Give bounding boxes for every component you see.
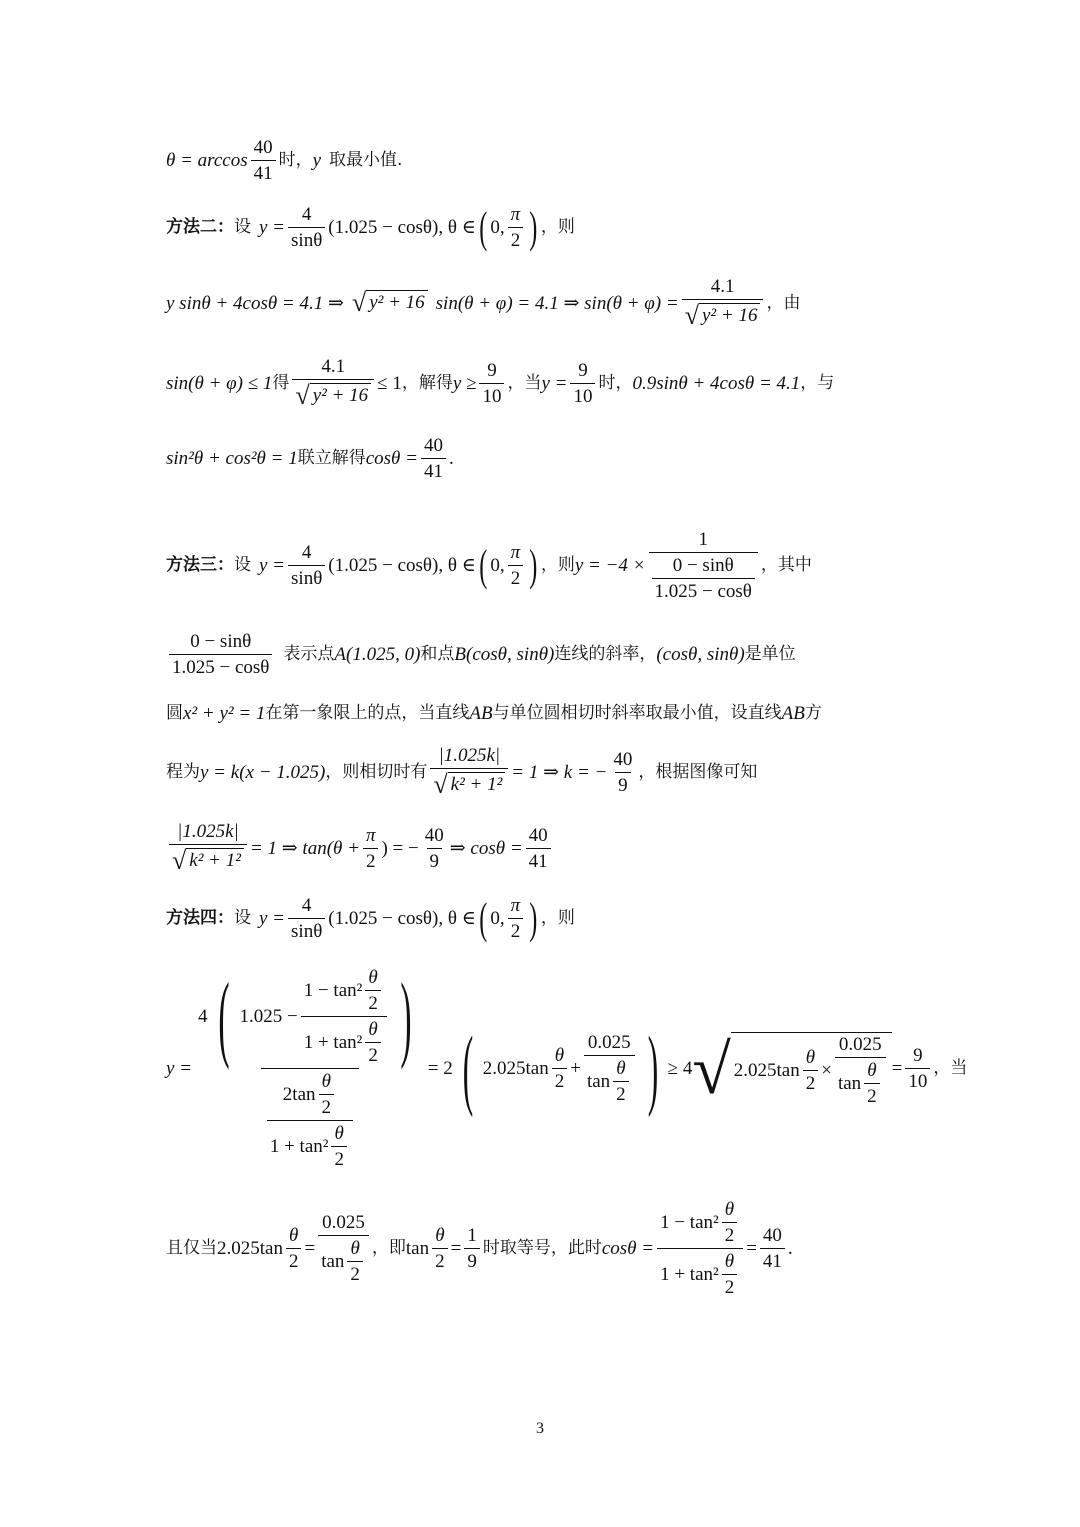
page-number: 3 [536, 1420, 544, 1437]
method4-header: 方法四： 设 y = $\frac{4}{\sin\theta}$ (1.025 − cosθ), θ ∈ ( 0, $\frac{\pi}{2}$ ) ，则 [166, 893, 575, 943]
method4-equality: 且仅当 2.025tan $\frac{\theta}{2}$ = 0.025 tan $\frac{\theta}{2}$ ，即 tan $\frac{\theta}{2}$ = $\frac{1}{9}$ 时取等号，此时 cosθ = 1 − tan² $\frac{\theta}{2}$ 1 + tan² $\frac{\theta}{2}$ = $\frac{40}{41}$ . [166, 1199, 793, 1298]
method2-line3: sin(θ + φ) ≤ 1 得 4.1 √ y² + 16 ≤ 1 ，解得 y ≥ $\frac{9}{10}$ ，当 y = $\frac{9}{10}$ 时， 0.9sinθ + 4cosθ = 4.1 ，与 [166, 356, 835, 410]
method3-line4: 程为 y = k(x − 1.025) ，则相切时有 |1.025k| √ k² + 1² = 1 ⇒ k = − $\frac{40}{9}$ ，根据图像可知 [166, 745, 758, 799]
method3-header: 方法三： 设 y = $\frac{4}{\sin\theta}$ (1.025 − cosθ), θ ∈ ( 0, $\frac{\pi}{2}$ ) ，则 y = −4 × $\frac{1}{\frac{0 - \sin\theta}{1.025 - \cos\theta}}$ ，其中 [166, 529, 812, 602]
method2-line4: sin²θ + cos²θ = 1 联立解得 cosθ = $\frac{40}{41}$ . [166, 435, 454, 482]
method4-title: 方法四： [166, 908, 234, 928]
theta-arccos: θ = arccos [166, 150, 248, 171]
method3-line2: $\frac{0 - \sin\theta}{1.025 - \cos\theta}$ 表示点 A(1.025, 0) 和点 B(cosθ, sinθ) 连线的斜率， (cosθ, sinθ) 是单位 [166, 632, 796, 677]
method2-header: 方法二： 设 y = $\frac{4}{\sin\theta}$ (1.025 − cosθ), θ ∈ ( 0, $\frac{\pi}{2}$ ) ，则 [166, 202, 575, 252]
method3-line3: 圆 x² + y² = 1 在第一象限上的点，当直线 AB 与单位圆相切时斜率取最小值，设直线 AB 方 [166, 703, 822, 724]
method3-line5: |1.025k| √ k² + 1² = 1 ⇒ tan(θ + $\frac{\pi}{2}$ ) = − $\frac{40}{9}$ ⇒ cosθ = $\frac{40}{41}$ [166, 822, 554, 874]
method2-title: 方法二： [166, 217, 234, 237]
method4-big-equation: y = 4 ( 1.025 − 1 − tan² $\frac{\theta}{2}$ 1 + tan² $\frac{\theta}{2}$ ) 2tan $\frac{\theta}{2}$ 1 + tan² $\frac{\theta}{2}$ = 2 ( 2.025tan $\frac{\theta}{2}$ + 0.025 tan $\frac{\theta}{2}$ ) ≥ 4 √ 2.025tan $\frac{\theta}{2}$ × 0.025 tan $\frac{\theta}{2}$ = $\frac{9}{10}$ ，当 [166, 962, 968, 1170]
method2-line2: y sinθ + 4cosθ = 4.1 ⇒ √ y² + 16 sin(θ + φ) = 4.1 ⇒ sin(θ + φ) = 4.1 √ y² + 16 ，由 [166, 276, 801, 330]
method3-title: 方法三： [166, 555, 234, 575]
frac-40-41: $\frac{40}{41}$ [251, 138, 276, 183]
line-arccos: θ = arccos $\frac{40}{41}$ 时， y 取最小值. [166, 137, 403, 184]
